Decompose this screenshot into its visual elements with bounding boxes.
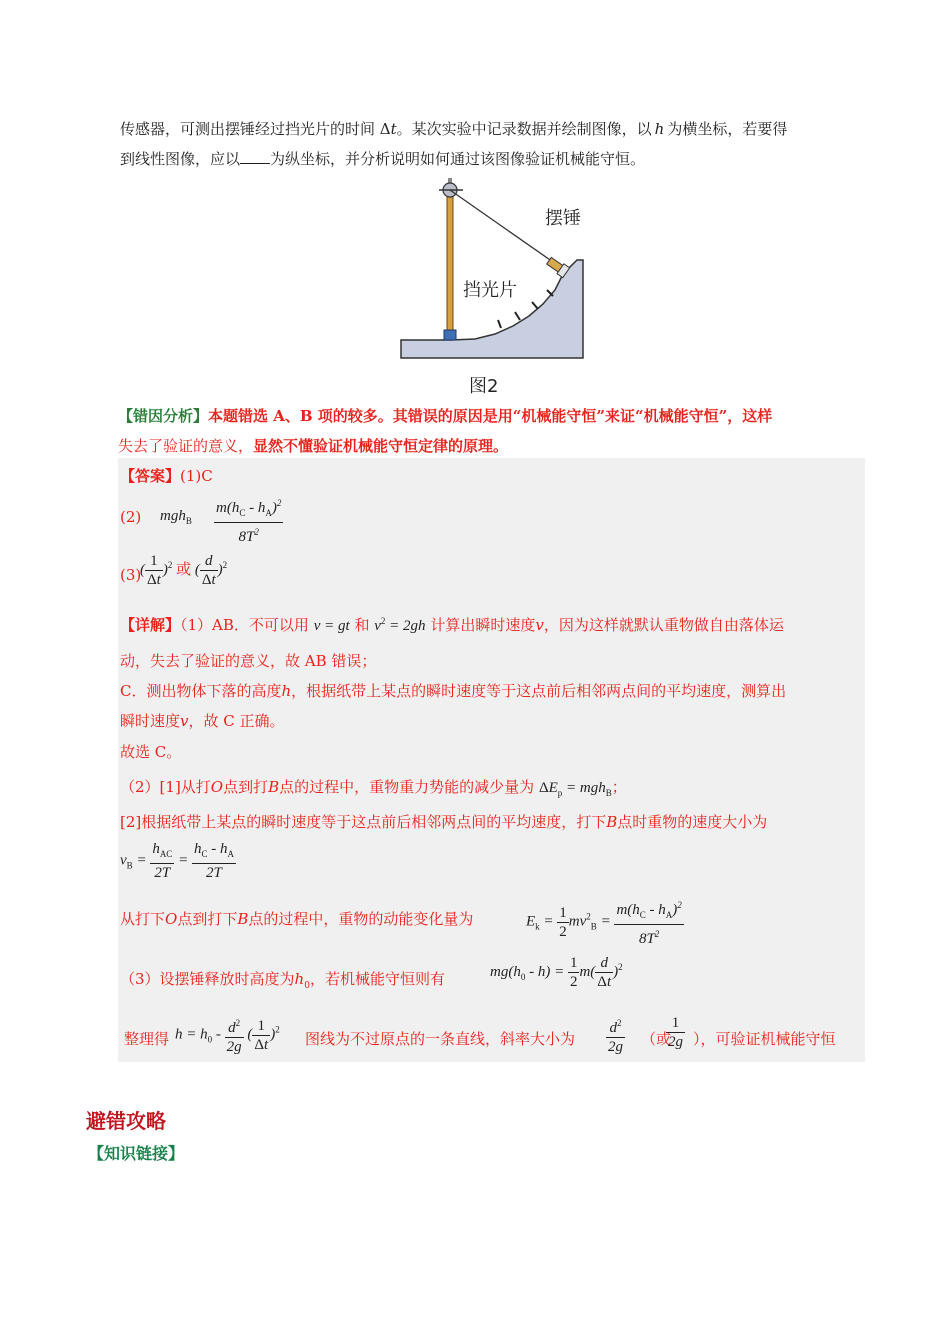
figure-caption: 图2 (469, 376, 499, 397)
question-line-1: 传感器，可测出摆锤经过挡光片的时间 Δt。某次实验中记录数据并绘制图像，以 h 为横坐标，若要得 (120, 120, 788, 138)
detail-line-7: [2]根据纸带上某点的瞬时速度等于这点前后相邻两点间的平均速度，打下B点时重物的速度大小为 (120, 813, 768, 831)
detail-line-10: 整理得 (124, 1030, 170, 1048)
formula-slope-alt: $\frac{1}{2g}$ (668, 1015, 683, 1050)
detail-line-6: （2）[1]从打O点到打B点的过程中，重物重力势能的减少量为 $\Delta E_p = mgh_B$； (120, 778, 627, 798)
detail-line-8: 从打下O点到打下B点的过程中，重物的动能变化量为 (120, 910, 474, 928)
pendulum-string (450, 190, 553, 262)
answer-kinetic-formula: $\frac{m(h_C - h_A)^2}{8T^2}$ (214, 494, 283, 546)
formula-v-gt: v = gt (313, 618, 350, 634)
answer-blank (240, 149, 270, 164)
detail-line-10b: 图线为不过原点的一条直线，斜率大小为 (305, 1030, 576, 1048)
section-title: 避错攻略 (86, 1109, 166, 1133)
detail-line-10d: ），可验证机械能守恒 (693, 1030, 836, 1048)
detail-line-10c: （或 (641, 1030, 672, 1048)
formula-v2-2gh: $v^2 = 2gh$ (374, 616, 426, 634)
detail-line-3: C．测出物体下落的高度h，根据纸带上某点的瞬时速度等于这点前后相邻两点间的平均速度，测算出 (120, 682, 787, 700)
formula-delta-ep: $\Delta E_p = mgh_B$ (538, 780, 612, 798)
shutter-label: 挡光片 (463, 280, 517, 301)
detail-line-9: （3）设摆锤释放时高度为$h_0$，若机械能守恒则有 (120, 970, 445, 991)
question-line-2: 到线性图像，应以 为纵坐标，并分析说明如何通过该图像验证机械能守恒。 (120, 150, 646, 168)
ramp-base (401, 260, 583, 358)
stand-pole (447, 194, 453, 332)
error-analysis-line-2: 失去了验证的意义，显然不懂验证机械能守恒定律的原理。 (118, 437, 509, 455)
answer-part-1: 【答案】(1)C (120, 467, 213, 485)
pendulum-label: 摆锤 (545, 208, 581, 229)
formula-energy-conservation: $mg(h_0 - h)$ = $\frac{1}{2}$ m( $\frac{d}{\Delta t}$ )$^2$ (490, 955, 623, 990)
answer-part-2: (2) (120, 508, 142, 526)
formula-vb: $v_B$ = $\frac{h_{AC}}{2T}$ = $\frac{h_C - h_A}{2T}$ (120, 841, 234, 881)
detail-line-5: 故选 C。 (120, 743, 182, 761)
formula-ek: $E_k$ = $\frac{1}{2}$ $mv^2_B$ = $\frac{m(h_C - h_A)^2}{8T^2}$ (526, 896, 684, 948)
answer-part-3: (3) (120, 566, 142, 584)
pendulum-figure (395, 172, 595, 364)
stand-foot (444, 330, 456, 340)
formula-h-relation: $h = h_0$ - $\frac{d^2}{2g}$ ( $\frac{1}{\Delta t}$ )$^2$ (175, 1014, 280, 1056)
section-subtitle: 【知识链接】 (88, 1144, 185, 1163)
error-analysis-line-1: 【错因分析】本题错选 A、B 项的较多。其错误的原因是用“机械能守恒”来证“机械能守恒”，这样 (118, 407, 773, 425)
answer-part-3-formula: ( $\frac{1}{\Delta t}$ )$^2$ 或 ( $\frac{d}{\Delta t}$ )$^2$ (140, 553, 228, 588)
detail-line-2: 动，失去了验证的意义，故 AB 错误； (120, 652, 377, 670)
detail-line-1: 【详解】（1）AB．不可以用 v = gt 和 $v^2 = 2gh$ 计算出瞬时速度v，因为这样就默认重物做自由落体运 (120, 616, 784, 634)
answer-mgh: mgh$_B$ (160, 508, 192, 526)
detail-line-4: 瞬时速度v，故 C 正确。 (120, 712, 285, 730)
formula-slope: $\frac{d^2}{2g}$ (606, 1014, 625, 1056)
